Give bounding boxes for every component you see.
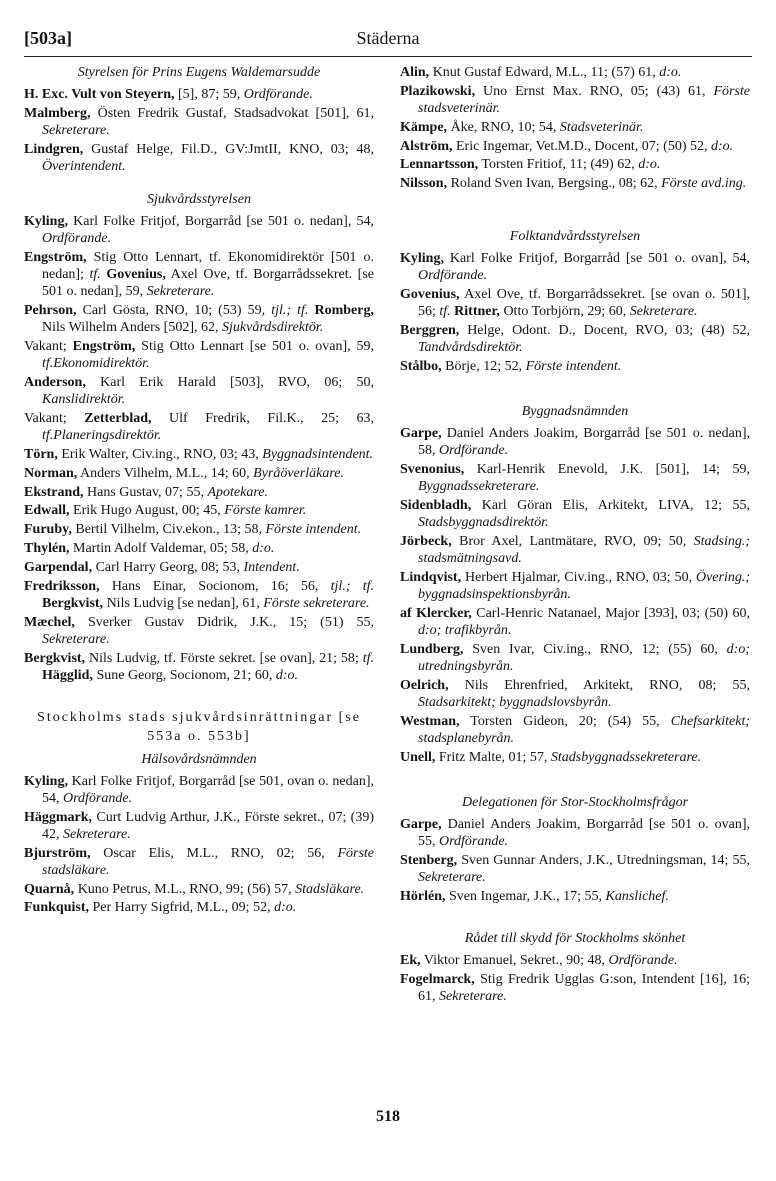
person-name: Edwall, (24, 503, 70, 519)
right-column (400, 64, 750, 1007)
entry-role: Stadsbyggnadsdirektör. (418, 514, 549, 530)
entry-role: Tandvårdsdirektör. (418, 340, 523, 356)
entry-details: Anders Vilhelm, M.L., 14; 60, (77, 465, 254, 481)
entry-role: Förste stadsläkare. (42, 845, 374, 878)
directory-entry (400, 816, 750, 850)
entry-role: d:o. (252, 540, 275, 556)
person-name: Zetterblad, (84, 411, 152, 426)
entry-role: Sekreterare. (418, 869, 486, 885)
entry-role: Planeringsdirektör. (53, 428, 162, 444)
person-name: Bjurström, (24, 845, 91, 861)
section-subheading: Hälsovårdsnämnden (141, 751, 257, 767)
entry-role: Stadsveterinär. (559, 119, 644, 135)
entry-details: Sven Ivar, Civ.ing., RNO, 12; (55) 60, (463, 641, 727, 657)
person-name: Mæchel, (24, 614, 75, 630)
directory-entry (400, 250, 750, 284)
entry-role: Ordförande. (243, 87, 313, 102)
acting-details: Sune Georg, Socionom, 21; 60, (92, 667, 276, 683)
person-name: Kyling, (24, 213, 68, 229)
directory-entry (400, 749, 750, 766)
person-name: Fredriksson, (24, 578, 100, 594)
entry-role: Övering.; byggnadsinspektionsbyrån. (418, 569, 750, 602)
entry-details: Sven Ingemar, J.K., 17; 55, (445, 888, 606, 904)
directory-entry (24, 899, 374, 916)
section-heading: Styrelsen för Prins Eugens Waldemarsudde (77, 65, 321, 80)
person-name: Furuby, (24, 522, 72, 538)
directory-entry (400, 119, 750, 136)
person-name: Anderson, (24, 375, 86, 390)
entry-role: Sekreterare. (42, 631, 110, 647)
entry-details: Per Harry Sigfrid, M.L., 09; 52, (88, 900, 275, 916)
page-number: 518 (376, 1108, 400, 1125)
person-name: Stenberg, (400, 852, 458, 868)
section-heading: Rådet till skydd för Stockholms skönhet (464, 931, 686, 947)
entry-role: Chefsarkitekt; stadsplanebyrån. (418, 713, 750, 746)
person-name: Plazikowski, (400, 83, 476, 99)
person-name: Kämpe, (400, 119, 448, 135)
entry-details: Helge, Odont. D., Docent, RVO, 03; (48) 52, (459, 322, 750, 338)
acting-marker: tf. (42, 356, 54, 372)
directory-entry (24, 374, 374, 408)
directory-entry (400, 605, 750, 639)
entry-role: Förste intendent. (525, 358, 622, 374)
person-name: Kyling, (400, 250, 444, 266)
acting-person-name: Romberg, (308, 303, 374, 318)
directory-entry (24, 809, 374, 843)
directory-entry (400, 175, 750, 192)
person-name: Engström, (24, 249, 87, 265)
person-name: Garpe, (400, 425, 442, 441)
directory-entry (24, 578, 374, 612)
entry-role: Förste stadsveterinär. (418, 83, 750, 116)
header-rule (24, 56, 752, 57)
entry-role: Byggnadsintendent. (262, 447, 374, 462)
acting-person-name: Hägglid, (42, 667, 93, 683)
entry-role: Överintendent. (42, 159, 126, 174)
person-name: Nilsson, (400, 176, 448, 192)
person-name: Sidenbladh, (400, 497, 472, 513)
directory-entry (400, 888, 750, 905)
entry-role: Byggnadssekreterare. (418, 478, 540, 494)
entry-role: Apotekare. (207, 484, 268, 500)
entry-role: Sekreterare. (63, 826, 131, 842)
directory-entry (400, 971, 750, 1005)
person-name: Pehrson, (24, 303, 77, 318)
entry-role: Ordförande. (439, 833, 509, 849)
entry-details: Östen Fredrik Gustaf, Stadsadvokat [501], 61, (90, 105, 374, 121)
entry-details: Herbert Hjalmar, Civ.ing., RNO, 03; 50, (461, 569, 696, 585)
directory-entry (24, 540, 374, 557)
person-name: Ek, (400, 953, 421, 969)
person-name: Garpendal, (24, 559, 93, 575)
entry-details: Nils Ludvig, tf. Förste sekret. [se ovan], 21; 58; (85, 650, 363, 666)
entry-prefix: Vakant; (24, 339, 73, 354)
directory-entry (24, 446, 374, 463)
entry-details: Torsten Gideon, 20; (54) 55, (459, 713, 671, 729)
person-name: Häggmark, (24, 809, 93, 825)
entry-list (400, 250, 750, 375)
directory-entry (400, 533, 750, 567)
acting-person-name: Rittner, (450, 304, 500, 320)
directory-entry (24, 502, 374, 519)
directory-entry (24, 105, 374, 139)
entry-details: Hans Einar, Socionom, 16; 56, (99, 578, 331, 594)
entry-details: Hans Gustav, 07; 55, (83, 484, 208, 500)
entry-role: Ordförande. (42, 231, 112, 246)
entry-details: Sven Gunnar Anders, J.K., Utredningsman, 14; 55, (457, 852, 750, 868)
person-name: Hörlén, (400, 888, 446, 904)
page-ref: [503a] (24, 28, 72, 48)
entry-details: Axel Ove, tf. Borgarrådssekret. [se ovan o. 501], 56; (418, 286, 750, 320)
section-heading: Byggnadsnämnden (521, 403, 629, 419)
directory-entry (400, 497, 750, 531)
person-name: Lennartsson, (400, 157, 479, 173)
directory-entry (400, 358, 750, 375)
directory-entry (24, 881, 374, 898)
entry-details: Ulf Fredrik, Fil.K., 25; 63, (151, 411, 375, 426)
directory-entry (24, 302, 374, 336)
person-name: Unell, (400, 749, 436, 765)
directory-entry (24, 650, 374, 684)
person-name: Lindgren, (24, 141, 84, 157)
entry-details: Martin Adolf Valdemar, 05; 58, (69, 540, 253, 556)
person-name: Malmberg, (24, 105, 91, 121)
left-column (24, 64, 374, 918)
person-name: Engström, (72, 339, 136, 354)
entry-role: Byråöverläkare. (253, 465, 344, 481)
directory-entry (24, 614, 374, 648)
person-name: Thylén, (24, 540, 70, 556)
running-title: Städerna (356, 28, 420, 48)
entry-details: Daniel Anders Joakim, Borgarråd [se 501 o. nedan], 58, (418, 425, 750, 458)
entry-list (24, 773, 374, 917)
directory-entry (400, 569, 750, 603)
person-name: Lindqvist, (400, 569, 462, 585)
directory-entry (400, 322, 750, 356)
entry-role: Stadsing.; stadsmätningsavd. (418, 533, 750, 566)
section-heading: Delegationen för Stor-Stockholmsfrågor (461, 794, 689, 810)
directory-entry (400, 641, 750, 675)
directory-entry (400, 138, 750, 155)
directory-entry (400, 156, 750, 173)
directory-entry (400, 461, 750, 495)
entry-role: Stadsarkitekt; byggnadslovsbyrån. (418, 694, 612, 710)
entry-details: Uno Ernst Max. RNO, 05; (43) 61, (475, 83, 714, 99)
entry-details: Torsten Fritiof, 11; (49) 62, (478, 157, 639, 173)
directory-entry (24, 465, 374, 482)
entry-list (400, 64, 750, 192)
acting-person-name: Govenius, (100, 267, 166, 282)
entry-role: Förste sekreterare. (263, 595, 370, 611)
entry-role: Sjukvårdsdirektör. (222, 320, 324, 336)
directory-entry (400, 677, 750, 711)
entry-role: Stadsläkare. (295, 881, 365, 897)
entry-details: Karl Folke Fritjof, Borgarråd [se 501 o. ovan], 54, (443, 250, 750, 266)
entry-details: Karl Folke Fritjof, Borgarråd [se 501, ovan o. nedan], 54, (42, 773, 374, 806)
entry-role: Ekonomidirektör. (53, 356, 150, 372)
entry-role: Förste kamrer. (224, 503, 307, 519)
entry-role: Intendent. (243, 559, 300, 575)
entry-details: Eric Ingemar, Vet.M.D., Docent, 07; (50) 52, (452, 138, 712, 154)
directory-entry (24, 521, 374, 538)
entry-details: Börje, 12; 52, (441, 358, 526, 374)
entry-details: Carl Harry Georg, 08; 53, (92, 559, 244, 575)
person-name: Törn, (24, 447, 58, 462)
acting-marker: tf. (89, 267, 101, 282)
person-name: Oelrich, (400, 677, 449, 693)
entry-details: Carl-Henric Natanael, Major [393], 03; (50) 60, (471, 605, 750, 621)
entry-details: Oscar Elis, M.L., RNO, 02; 56, (90, 845, 338, 861)
person-name: Westman, (400, 713, 460, 729)
entry-details: Karl Göran Elis, Arkitekt, LIVA, 12; 55, (471, 497, 750, 513)
entry-details: Gustaf Helge, Fil.D., GV:JmtII, KNO, 03; 48, (83, 141, 374, 157)
entry-role: Sekreterare. (42, 123, 110, 138)
person-name: Kyling, (24, 773, 68, 789)
acting-marker: tjl.; tf. (271, 303, 309, 318)
directory-entry (24, 86, 374, 103)
entry-role: Sekreterare. (146, 284, 215, 300)
directory-entry (24, 773, 374, 807)
entry-role: d:o; utredningsbyrån. (418, 641, 750, 674)
acting-marker: tjl.; tf. (330, 578, 374, 594)
entry-details: Knut Gustaf Edward, M.L., 11; (57) 61, (429, 65, 660, 80)
entry-role: d:o. (659, 65, 682, 80)
entry-role: Kanslidirektör. (42, 392, 126, 408)
entry-details: Bror Axel, Lantmätare, RVO, 09; 50, (451, 533, 694, 549)
acting-person-name: Bergkvist, (42, 595, 104, 611)
entry-details: Karl Erik Harald [503], RVO, 06; 50, (85, 375, 374, 390)
entry-role: Stadsbyggnadssekreterare. (550, 749, 702, 765)
section-heading: Folktandvårdsstyrelsen (509, 228, 641, 244)
acting-marker: tf. (42, 428, 54, 444)
entry-details: Karl-Henrik Enevold, J.K. [501], 14; 59, (464, 461, 750, 477)
acting-details: Axel Ove, tf. Borgarrådssekret. [se 501 o. nedan], 59, (42, 267, 374, 300)
entry-role: d:o; trafikbyrån. (418, 622, 512, 638)
directory-entry (400, 286, 750, 320)
directory-entry (24, 559, 374, 576)
entry-details: [5], 87; 59, (174, 87, 244, 102)
entry-details: Kuno Petrus, M.L., RNO, 99; (56) 57, (74, 881, 296, 897)
entry-details: Åke, RNO, 10; 54, (447, 119, 560, 135)
entry-details: Erik Walter, Civ.ing., RNO, 03; 43, (57, 447, 263, 462)
entry-role: d:o. (275, 667, 299, 683)
entry-role: Sekreterare. (439, 989, 507, 1005)
entry-details: Nils Ehrenfried, Arkitekt, RNO, 08; 55, (448, 677, 750, 693)
acting-details: Nils Ludvig [se nedan], 61, (103, 595, 264, 611)
entry-list (24, 86, 374, 175)
directory-entry (24, 249, 374, 301)
person-name: Svenonius, (400, 461, 465, 477)
person-name: Bergkvist, (24, 650, 86, 666)
entry-details: Roland Sven Ivan, Bergsing., 08; 62, (447, 176, 662, 192)
directory-entry (400, 952, 750, 969)
directory-entry (24, 845, 374, 879)
entry-details: Stig Otto Lennart [se 501 o. ovan], 59, (135, 339, 375, 354)
directory-entry (400, 64, 750, 81)
entry-details: Curt Ludvig Arthur, J.K., Förste sekret., 07; (39) 42, (42, 809, 374, 842)
person-name: Alin, (400, 65, 430, 80)
person-name: Norman, (24, 465, 78, 481)
section-heading: Sjukvårdsstyrelsen (147, 191, 251, 207)
person-name: H. Exc. Vult von Steyern, (24, 87, 175, 102)
person-name: Jörbeck, (400, 533, 452, 549)
entry-role: d:o. (711, 138, 734, 154)
person-name: Garpe, (400, 816, 442, 832)
entry-list (400, 952, 750, 1005)
section-heading: Stockholms stads sjukvårdsinrättningar [se 553a o. 553b] (37, 709, 361, 744)
entry-role: Förste intendent. (265, 522, 362, 538)
person-name: Lundberg, (400, 641, 464, 657)
directory-entry (400, 83, 750, 117)
acting-marker: tf. (362, 650, 374, 666)
directory-entry (400, 852, 750, 886)
entry-details: Bertil Vilhelm, Civ.ekon., 13; 58, (71, 522, 266, 538)
entry-list (400, 425, 750, 766)
acting-marker: tf. (439, 304, 451, 320)
directory-entry (24, 141, 374, 175)
entry-list (400, 816, 750, 905)
directory-entry (24, 484, 374, 501)
person-name: Ekstrand, (24, 484, 84, 500)
entry-details: Carl Gösta, RNO, 10; (53) 59, (76, 303, 272, 318)
entry-role: Ordförande. (63, 790, 133, 806)
directory-entry (24, 410, 374, 444)
person-name: Quarnå, (24, 881, 75, 897)
entry-details: Viktor Emanuel, Sekret., 90; 48, (420, 953, 609, 969)
person-name: Berggren, (400, 322, 460, 338)
entry-details: Erik Hugo August, 00; 45, (69, 503, 225, 519)
directory-entry (24, 338, 374, 372)
person-name: Govenius, (400, 286, 460, 302)
entry-details: Stig Otto Lennart, tf. Ekonomidirektör [501 o. nedan]; (42, 249, 374, 282)
acting-details: Nils Wilhelm Anders [502], 62, (42, 320, 222, 336)
entry-role: Ordförande. (418, 268, 488, 284)
directory-entry (400, 425, 750, 459)
entry-role: d:o. (638, 157, 661, 173)
entry-details: Karl Folke Fritjof, Borgarråd [se 501 o. nedan], 54, (67, 213, 374, 229)
entry-role: Ordförande. (608, 953, 678, 969)
entry-role: Kanslichef. (605, 888, 669, 904)
person-name: Fogelmarck, (400, 972, 475, 988)
entry-details: Daniel Anders Joakim, Borgarråd [se 501 o. ovan], 55, (418, 816, 750, 849)
directory-entry (24, 213, 374, 247)
directory-entry (400, 713, 750, 747)
person-name: Funkquist, (24, 900, 89, 916)
entry-role: d:o. (274, 900, 297, 916)
person-name: af Klercker, (400, 605, 472, 621)
entry-details: Sverker Gustav Didrik, J.K., 15; (51) 55, (74, 614, 374, 630)
entry-details: Stig Fredrik Ugglas G:son, Intendent [16], 16; 61, (418, 972, 750, 1005)
entry-prefix: Vakant; (24, 411, 85, 426)
acting-details: Otto Torbjörn, 29; 60, (499, 304, 630, 320)
entry-role: Sekreterare. (629, 304, 698, 320)
entry-role: Förste avd.ing. (661, 176, 747, 192)
entry-role: Ordförande. (439, 442, 509, 458)
person-name: Stålbo, (400, 358, 442, 374)
entry-list (24, 213, 374, 684)
person-name: Alström, (400, 138, 453, 154)
entry-details: Fritz Malte, 01; 57, (435, 749, 551, 765)
page-header (24, 24, 752, 54)
